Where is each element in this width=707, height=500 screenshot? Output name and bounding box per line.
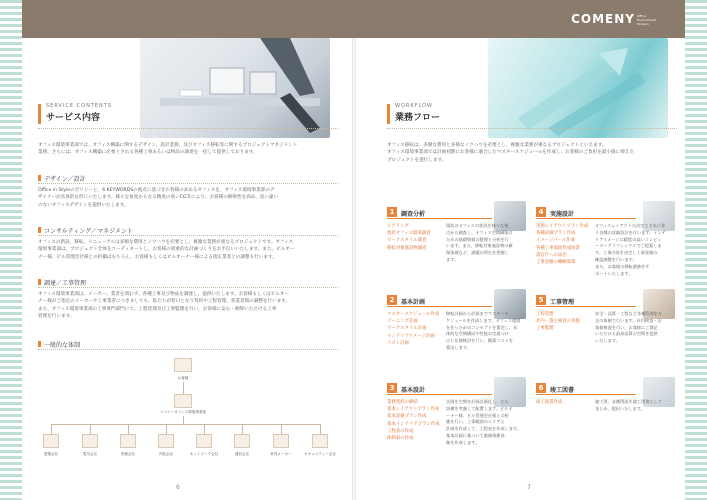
step-item: 現状オフィス環境調査 bbox=[387, 231, 431, 237]
step-description bbox=[595, 399, 679, 413]
section-label-en: WORKFLOW bbox=[395, 103, 433, 109]
step-underline bbox=[536, 306, 636, 307]
step-title: 工事管理 bbox=[550, 299, 575, 306]
brand-logo: COMENY bbox=[571, 12, 635, 26]
intro-line: オフィス移転は、多額な費用と多様なノウハウを必要とし、複雑な業務が重なるプロジェクトといえます。 bbox=[387, 143, 607, 148]
step-desc-line: 基本計画に基づいて業務推進体 bbox=[446, 432, 505, 438]
step-item: ゾーニング計画 bbox=[387, 319, 418, 325]
section-title: 業務フロー bbox=[395, 113, 441, 123]
glass-arrows-illustration bbox=[488, 38, 668, 138]
procure-line: また、オフィス環境事業部の工事専門部門にて、工程管理及び工事監理を行い、お客様に安心・納得いただける工事 bbox=[38, 306, 277, 312]
step-desc-line: 計画を作成して、工程表を作成します。 bbox=[446, 426, 521, 432]
step-desc-line: 安全・品質・工程など各種管理を万 bbox=[595, 311, 663, 316]
step-item: 基本インテリアプラン作成 bbox=[387, 421, 440, 427]
step-item: 工事金額の概略算算 bbox=[536, 260, 576, 266]
office-photo bbox=[140, 38, 330, 138]
step-underline bbox=[387, 306, 492, 307]
step-desc-line: いただける最高品質の空間を提供 bbox=[595, 331, 658, 337]
step-item: 体制表の作成 bbox=[387, 436, 414, 442]
step-number: 1 bbox=[387, 207, 397, 217]
step-underline bbox=[536, 394, 636, 395]
step-desc-line: ーターグラフィックスでご提案しま bbox=[595, 243, 662, 249]
step-item: 諸官庁への届出 bbox=[536, 252, 567, 258]
step-desc-line: まとめ、提出いたします。 bbox=[595, 405, 645, 411]
step-item: 移転対象施設物調査 bbox=[387, 245, 427, 251]
step-title: 基本計画 bbox=[401, 299, 426, 306]
step-desc-line: 衝を行い、工事範囲のエリアと bbox=[446, 419, 505, 425]
divider bbox=[38, 287, 338, 288]
divider bbox=[38, 235, 338, 236]
vendor-box bbox=[273, 434, 289, 448]
step-number: 4 bbox=[536, 207, 546, 217]
vendor-label: 家具メーカー bbox=[270, 452, 292, 456]
step-desc-line: 確認調整を行います。 bbox=[595, 256, 637, 262]
vendor-box bbox=[312, 434, 328, 448]
division-label: コマニーオフィス環境事業部 bbox=[159, 410, 207, 414]
left-edge-stripes bbox=[0, 0, 22, 500]
step-desc-line: リアイメージは精度の高いコンピュ bbox=[595, 236, 662, 242]
step-items bbox=[387, 223, 443, 252]
step-item: 工程管理 bbox=[536, 312, 554, 317]
vendor-label: 建築会社 bbox=[43, 452, 59, 456]
design-line: のないオフィスデザインを提供いたします。 bbox=[38, 202, 129, 208]
step-desc-line: 体的な空間構成や性能の定義づけ bbox=[446, 331, 509, 337]
design-line: ザイナーが具体的な形にいたします。様々な角度からなる精度の高いCG等により、お客様の納得性を高め、思い違い bbox=[38, 195, 279, 201]
step-items bbox=[387, 311, 443, 347]
office-desk-illustration bbox=[140, 38, 330, 138]
step-desc-line: 現状のオフィスの状況を様々な視 bbox=[446, 223, 509, 228]
step-item: マスタースケジュール作成 bbox=[387, 312, 440, 317]
step-underline bbox=[387, 394, 492, 395]
step-title: 調査分析 bbox=[401, 211, 426, 218]
design-line: Office in Styleのポリシーと、6 KEYWORDSの視点に基づきお客様の求めるオフィスを、オフィス環境事業部のデ bbox=[38, 188, 275, 193]
step-underline bbox=[387, 218, 492, 219]
header-band bbox=[22, 0, 685, 38]
consulting-heading: コンサルティング／マネジメント bbox=[38, 226, 133, 235]
step-item: 業務契約の締結 bbox=[387, 400, 418, 405]
org-connector bbox=[128, 424, 129, 434]
step-item: 各種工事図面作成図書 bbox=[536, 245, 580, 251]
step-desc-line: いたします。 bbox=[595, 338, 620, 344]
step-title: 実施設計 bbox=[550, 211, 575, 218]
vendor-label: セキュリティー会社 bbox=[304, 452, 336, 456]
page-number-left: 6 bbox=[176, 484, 180, 491]
step-number: 6 bbox=[536, 383, 546, 393]
step-desc-line: います。また、移転対象施設物の確 bbox=[446, 243, 513, 249]
org-connector bbox=[183, 382, 184, 394]
design-heading: デザイン／設計 bbox=[38, 174, 86, 183]
org-connector bbox=[242, 424, 243, 434]
vendor-box bbox=[158, 434, 174, 448]
step-item: コスト計画 bbox=[387, 340, 409, 346]
step-item: 基本設備プラン作成 bbox=[387, 414, 427, 420]
vendor-box bbox=[120, 434, 136, 448]
vendor-box bbox=[82, 434, 98, 448]
step-item: ワークスタイル計画 bbox=[387, 326, 427, 332]
step-item: インテリアイメージ計画 bbox=[387, 333, 435, 339]
step-desc-line: ための基礎情報の整理と分析を行 bbox=[446, 236, 509, 242]
vendor-label: 電気会社 bbox=[82, 452, 98, 456]
vendor-label: ネットワーク会社 bbox=[189, 452, 219, 456]
procurement-text bbox=[38, 291, 348, 321]
step-number: 2 bbox=[387, 295, 397, 305]
vendor-label: 設備会社 bbox=[120, 452, 136, 456]
step-desc-line: 保体現など、課題の所在を把握し bbox=[446, 250, 509, 256]
consult-line: オフィスの新設、移転、リニューアルは多額な費用とノウハウを必要とし、複雑な業務が重なるプロジェクトです。オフィス bbox=[38, 240, 294, 245]
section-label-en: SERVICE CONTENTS bbox=[46, 103, 113, 109]
step-number: 5 bbox=[536, 295, 546, 305]
procure-line: 管理を行います。 bbox=[38, 314, 75, 320]
org-connector bbox=[320, 424, 321, 434]
step-item: イメージパース作成 bbox=[536, 238, 575, 244]
step-desc-line: ポートいたします。 bbox=[595, 270, 633, 276]
divider bbox=[38, 128, 338, 129]
step-desc-line: 客様検査を行い、お客様にご満足 bbox=[595, 324, 658, 330]
step-desc-line: 全の体制で行います。社内検査・お bbox=[595, 317, 662, 323]
step-description bbox=[446, 399, 530, 447]
org-connector bbox=[183, 416, 184, 424]
step-number: 3 bbox=[387, 383, 397, 393]
consulting-text bbox=[38, 239, 348, 261]
design-text bbox=[38, 187, 348, 209]
intro-line: オフィス環境事業部では、オフィス構築に関するデザイン、設計業務、及びオフィス移転等に関するプロジェクトマネジメント bbox=[38, 143, 298, 148]
consult-line: 環境事業部は、プロジェクト全体をコーディネートし、お客様の貴重的な計画づくりをお手伝いいたします。また、ビルオー bbox=[38, 247, 295, 253]
org-heading: 一般的な体制 bbox=[38, 340, 80, 349]
page-gutter bbox=[352, 0, 356, 500]
step-description bbox=[446, 223, 530, 264]
step-desc-line: 竣工図、各種図面を竣工図書として bbox=[595, 399, 663, 404]
divider bbox=[38, 183, 338, 184]
vendor-box bbox=[43, 434, 59, 448]
vendor-box bbox=[234, 434, 250, 448]
page-number-right: 7 bbox=[527, 484, 531, 491]
step-item: 基本レイアウトプラン作成 bbox=[387, 407, 440, 413]
org-connector bbox=[51, 424, 52, 434]
intro-text bbox=[38, 142, 343, 157]
workflow-intro bbox=[387, 142, 682, 164]
step-title: 竣工図書 bbox=[550, 387, 575, 394]
step-description bbox=[446, 311, 530, 352]
step-description bbox=[595, 223, 679, 277]
step-description bbox=[595, 311, 679, 345]
intro-line: オフィス環境事業部では計画初期にお客様に適合したマスタースケジュールを作成し、お客様のご負担を最小限に抑えた bbox=[387, 150, 635, 156]
step-desc-line: 制を作成します。 bbox=[446, 439, 480, 445]
step-item: 工事監理 bbox=[536, 326, 554, 332]
step-title: 基本設計 bbox=[401, 387, 426, 394]
divider bbox=[38, 349, 338, 350]
step-desc-line: また、お客様の移転業務をサ bbox=[595, 263, 650, 269]
step-item: 竣工図書作成 bbox=[536, 400, 563, 405]
step-desc-line: う各種の詳細設計を行います。インテ bbox=[595, 229, 666, 235]
division-box bbox=[174, 394, 192, 408]
right-edge-stripes bbox=[685, 0, 707, 500]
step-desc-line: ーナー様、ビル管理会社様との折 bbox=[446, 412, 509, 418]
procure-line: ナー様がご指定のメーカーや工事業者につきましても、私たちが窓口となり契約や工程管理、各業者間の調整を行います。 bbox=[38, 299, 291, 305]
vendor-label: 内装会社 bbox=[158, 452, 174, 456]
step-items bbox=[536, 399, 592, 406]
procurement-heading: 調達／工事管理 bbox=[38, 278, 86, 287]
section-marker bbox=[387, 104, 390, 124]
step-items bbox=[536, 223, 592, 266]
step-item: 工程表の作成 bbox=[387, 428, 414, 434]
step-desc-line: ます。 bbox=[446, 256, 459, 262]
workflow-photo bbox=[488, 38, 668, 138]
step-item: 実施レイアウトプラン作成 bbox=[536, 224, 589, 229]
consult-line: ナー様、ビル管理会社様との折衝はもちろん、お客様もしくはビルオーナー様による指定業者との調整も行います。 bbox=[38, 254, 277, 260]
brand-logo-subtext: Office Environment Division bbox=[637, 14, 657, 26]
vendor-box bbox=[196, 434, 212, 448]
procure-line: オフィス環境事業部は、メーカー、業者を問わず、各種工事及び物品を調達し、提供いたします。お客様もしくはビルオー bbox=[38, 292, 290, 297]
step-items bbox=[387, 399, 443, 442]
step-desc-line: 算出します。 bbox=[446, 344, 471, 350]
section-title: サービス内容 bbox=[46, 113, 101, 123]
step-desc-line: ケジュールを作成します。オフィス環境 bbox=[446, 317, 521, 323]
intro-line: プロジェクトを遂行します。 bbox=[387, 157, 447, 163]
step-desc-line: 移転計画から計画までマスタース bbox=[446, 311, 509, 316]
step-desc-line: けと仕様検討を行い、概算コストを bbox=[446, 338, 514, 344]
step-desc-line: 設備を考慮して配置します。ビルオ bbox=[446, 405, 513, 411]
step-desc-line: を作りためのコンセプトを策定し、具 bbox=[446, 324, 518, 330]
step-item: 各種詳細プラン作成 bbox=[536, 231, 576, 237]
step-item: 社内・施主検査の実施 bbox=[536, 319, 580, 325]
step-items bbox=[536, 311, 592, 333]
client-box bbox=[174, 358, 192, 372]
org-connector bbox=[90, 424, 91, 434]
divider bbox=[387, 128, 677, 129]
client-label: お客様 bbox=[177, 376, 189, 380]
step-item: ヒアリング bbox=[387, 224, 409, 229]
org-connector bbox=[281, 424, 282, 434]
org-connector bbox=[204, 424, 205, 434]
step-item: ワークスタイル調査 bbox=[387, 238, 427, 244]
step-desc-line: 企画を空間を計画計画化し、ビル bbox=[446, 399, 509, 404]
intro-line: 業務、さらには、オフィス構築に必要とされる各種工事あるいは物品の調達を一括して提供しております。 bbox=[38, 150, 258, 156]
step-underline bbox=[536, 218, 636, 219]
vendor-label: 通信会社 bbox=[234, 452, 250, 456]
step-desc-line: 点から調査し、オフィス空間構築の bbox=[446, 229, 513, 235]
step-desc-line: す。工事内容を決定し工事金額の bbox=[595, 250, 658, 256]
org-connector bbox=[166, 424, 167, 434]
step-desc-line: オフィスレイアウトの決定とそれに伴 bbox=[595, 223, 666, 228]
section-marker bbox=[38, 104, 41, 124]
